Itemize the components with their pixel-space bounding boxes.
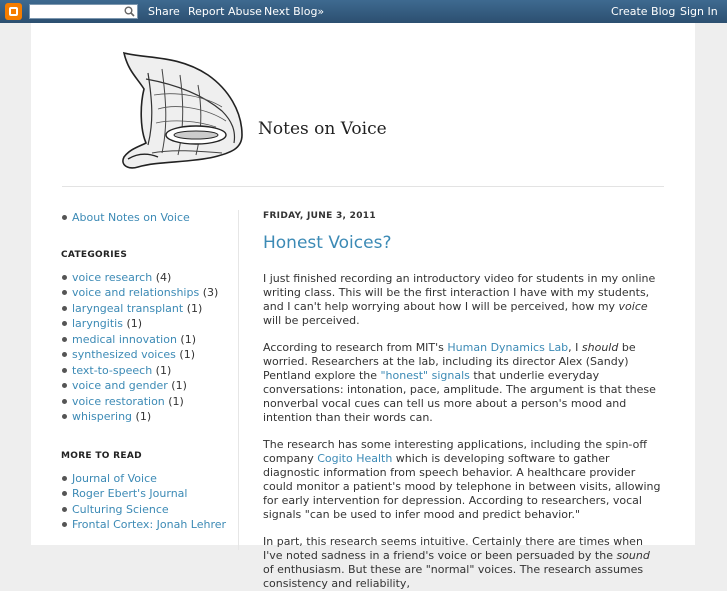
main-content xyxy=(263,210,663,591)
blogger-logo-icon[interactable] xyxy=(5,3,22,20)
category-item xyxy=(61,394,236,410)
blogroll-link[interactable]: Frontal Cortex: Jonah Lehrer xyxy=(72,518,227,531)
category-count: (1) xyxy=(155,363,172,377)
category-count: (1) xyxy=(180,332,197,346)
cogito-health-link[interactable]: Cogito Health xyxy=(317,452,393,465)
post-paragraph: In part, this research seems intuitive. Certainly there are times when I've noted sadness in a friend's voice or been persuaded by the sound of enthusiasm. But these are "normal" voices. The research assumes consistency and reliability, xyxy=(263,535,650,590)
category-link[interactable]: voice and gender xyxy=(72,379,168,392)
list-item xyxy=(61,486,236,502)
search-box xyxy=(29,4,138,19)
category-count: (1) xyxy=(135,410,152,423)
category-count: (3) xyxy=(202,286,219,299)
post-paragraph: According to research from MIT's Human Dynamics Lab, I should be worried. Researchers at the lab, including its director Alex (Sandy) Pentland explore the "honest" signals that underlie everyday conversations: intonation, pace, amplitude. The argument is that these nonverbal vocal cues can tell us more about a person's mood and intention than their words can. xyxy=(263,341,656,424)
category-link[interactable]: text-to-speech xyxy=(72,363,153,377)
category-count: (1) xyxy=(168,394,184,408)
blog-title[interactable]: Notes on Voice xyxy=(258,119,387,139)
list-item xyxy=(61,210,236,226)
blogroll-link[interactable]: Journal of Voice xyxy=(72,471,157,485)
category-item xyxy=(61,301,236,317)
post-date: FRIDAY, JUNE 3, 2011 xyxy=(263,211,376,221)
category-item xyxy=(61,270,236,286)
list-item xyxy=(61,502,236,518)
share-link[interactable]: Share xyxy=(148,5,180,18)
category-item xyxy=(61,347,236,363)
sign-in-link[interactable]: Sign In xyxy=(680,5,718,18)
category-item xyxy=(61,378,236,394)
search-input[interactable] xyxy=(30,6,120,19)
category-link[interactable]: voice and relationships xyxy=(72,286,200,299)
category-link[interactable]: medical innovation xyxy=(72,332,177,346)
categories-heading: CATEGORIES xyxy=(61,249,128,260)
list-item xyxy=(61,471,236,487)
post-title[interactable]: Honest Voices? xyxy=(263,233,392,253)
post-body xyxy=(263,272,663,591)
category-count: (1) xyxy=(171,379,187,392)
category-count: (4) xyxy=(155,270,172,284)
category-item xyxy=(61,363,236,379)
category-count: (1) xyxy=(179,348,196,361)
blogroll-link[interactable]: Roger Ebert's Journal xyxy=(72,487,188,500)
more-to-read-list xyxy=(61,471,236,533)
report-abuse-link[interactable]: Report Abuse xyxy=(188,5,262,18)
category-item xyxy=(61,332,236,348)
sidebar xyxy=(61,210,236,533)
about-link[interactable]: About Notes on Voice xyxy=(72,211,190,224)
category-item xyxy=(61,285,236,301)
human-dynamics-lab-link[interactable]: Human Dynamics Lab xyxy=(447,341,569,354)
search-icon[interactable] xyxy=(124,6,135,17)
category-item xyxy=(61,409,236,425)
category-link[interactable]: laryngeal transplant xyxy=(72,301,184,315)
category-count: (1) xyxy=(126,317,143,330)
create-blog-link[interactable]: Create Blog xyxy=(611,5,676,18)
page-container xyxy=(31,23,695,590)
header-divider xyxy=(62,186,664,187)
sidebar-divider xyxy=(238,210,239,550)
category-link[interactable]: voice restoration xyxy=(72,394,165,408)
more-to-read-heading: MORE TO READ xyxy=(61,450,142,461)
post-paragraph: The research has some interesting applications, including the spin-off company Cogito Health which is developing software to gather diagnostic information from speech behavior. A healthcare provider could monitor a patient's mood by telephone in between visits, allowing for early intervention for depression. According to researchers, vocal signals "can be used to infer mood and predict behavior." xyxy=(263,438,661,521)
category-count: (1) xyxy=(186,301,203,315)
list-item xyxy=(61,517,236,533)
post-paragraph: I just finished recording an introductory video for students in my online writing class. This will be the first interaction I have with my students, and I can't help worrying about how I will be perceived, how my voice will be perceived. xyxy=(263,272,656,327)
category-link[interactable]: laryngitis xyxy=(72,317,123,330)
categories-list xyxy=(61,270,236,425)
category-link[interactable]: voice research xyxy=(72,270,153,284)
next-blog-link[interactable]: Next Blog» xyxy=(264,5,325,18)
category-item xyxy=(61,316,236,332)
blogroll-link[interactable]: Culturing Science xyxy=(72,502,169,516)
blogger-navbar xyxy=(0,0,727,23)
larynx-illustration xyxy=(118,49,248,169)
honest-signals-link[interactable]: "honest" signals xyxy=(380,369,470,382)
category-link[interactable]: whispering xyxy=(72,410,133,423)
sidebar-top-links xyxy=(61,210,236,226)
category-link[interactable]: synthesized voices xyxy=(72,348,176,361)
